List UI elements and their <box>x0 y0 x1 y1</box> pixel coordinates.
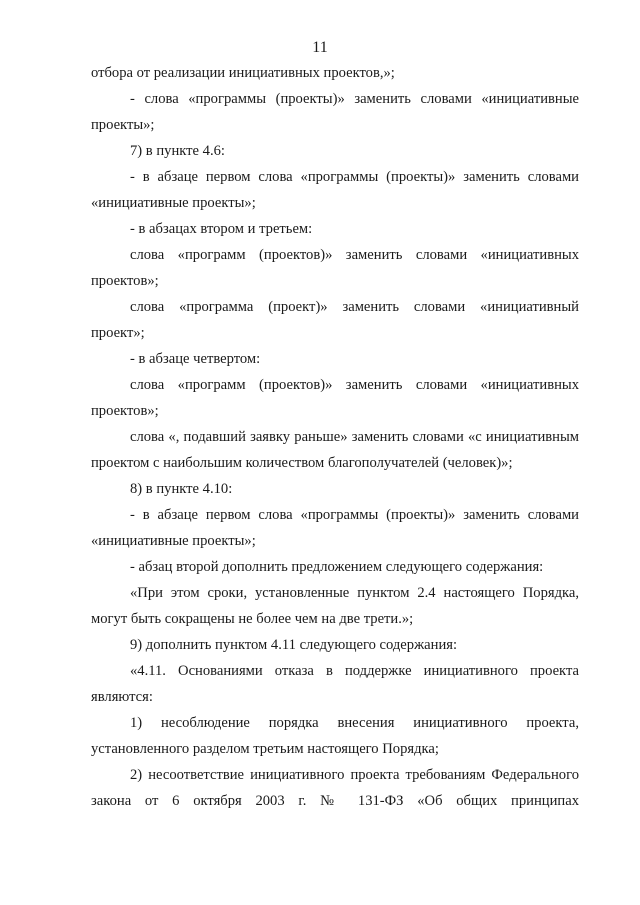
paragraph-item: «4.11. Основаниями отказа в поддержке инициативного проекта являются: <box>91 663 579 705</box>
paragraph-item: - в абзаце четвертом: <box>130 351 261 367</box>
paragraph-item: слова «, подавший заявку раньше» заменить словами «с инициативным проектом с наибольшим количеством благополучателей (человек)»; <box>91 429 579 471</box>
paragraph-item: 8) в пункте 4.10: <box>130 481 233 497</box>
paragraph-item: 9) дополнить пунктом 4.11 следующего содержания: <box>130 637 458 653</box>
paragraph-continuation: отбора от реализации инициативных проектов,»; <box>91 65 395 81</box>
paragraph-item: слова «программа (проект)» заменить словами «инициативный проект»; <box>91 299 579 341</box>
paragraph-item: - в абзаце первом слова «программы (проекты)» заменить словами «инициативные проекты»; <box>91 507 579 549</box>
paragraph-item: - слова «программы (проекты)» заменить словами «инициативные проекты»; <box>91 91 579 133</box>
paragraph-item: - в абзацах втором и третьем: <box>130 221 313 237</box>
paragraph-item: - абзац второй дополнить предложением следующего содержания: <box>130 559 544 575</box>
paragraph-item: слова «программ (проектов)» заменить словами «инициативных проектов»; <box>91 377 579 419</box>
paragraph-item: «При этом сроки, установленные пунктом 2.4 настоящего Порядка, могут быть сокращены не более чем на две трети.»; <box>91 585 579 627</box>
paragraph-item: 2) несоответствие инициативного проекта требованиям Федерального закона от 6 октября 2003 г. № 131-ФЗ «Об общих принципах <box>91 767 579 809</box>
paragraph-item: 1) несоблюдение порядка внесения инициативного проекта, установленного разделом третьим настоящего Порядка; <box>91 715 579 757</box>
document-body <box>91 60 579 814</box>
paragraph-item: - в абзаце первом слова «программы (проекты)» заменить словами «инициативные проекты»; <box>91 169 579 211</box>
paragraph-item: слова «программ (проектов)» заменить словами «инициативных проектов»; <box>91 247 579 289</box>
page-number: 11 <box>312 39 328 56</box>
paragraph-item: 7) в пункте 4.6: <box>130 143 225 159</box>
